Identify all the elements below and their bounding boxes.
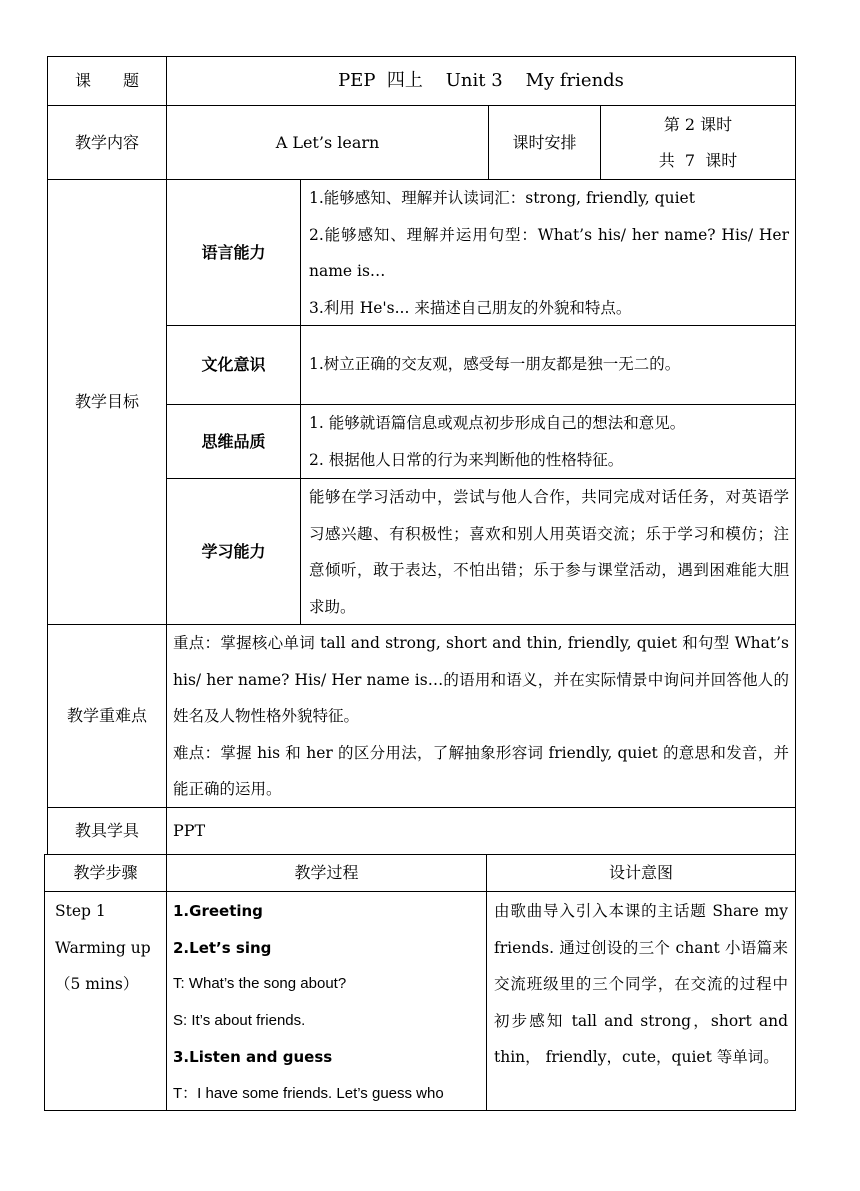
process-line: 1.Greeting <box>173 902 263 920</box>
objective-line: 能够在学习活动中，尝试与他人合作，共同完成对话任务，对英语学习感兴趣、有积极性；喜欢和别人用英语交流；乐于学习和模仿；注意倾听，敢于表达，不怕出错；乐于参与课堂活动，遇到困难能大胆求助。 <box>309 488 789 616</box>
rule <box>795 854 796 1111</box>
schedule-value <box>601 106 795 179</box>
objective-line: 2.能够感知、理解并运用句型：What’s his/ her name? His/ Her name is… <box>309 225 789 280</box>
objective-learning-text <box>309 479 789 625</box>
objective-name-culture: 文化意识 <box>201 355 266 375</box>
rule <box>166 854 167 1111</box>
objective-language-text <box>309 180 789 326</box>
topic-value: PEP 四上 Unit 3 My friends <box>338 70 624 92</box>
process-line: 2.Let’s sing <box>173 938 272 957</box>
step-title: Warming up <box>55 938 151 957</box>
process-line: T: What’s the song about? <box>173 975 347 992</box>
objective-thinking-text <box>309 405 789 478</box>
key-points-focus: 重点：掌握核心单词 tall and strong, short and thin, friendly, quiet 和句型 What’s his/ her name? His/ Her name is…的语用和语义，并在实际情景中询问并回答他人的姓名及人物性格外貌特征。 <box>173 634 789 725</box>
process-line: 3.Listen and guess <box>173 1048 333 1066</box>
steps-header-intent: 设计意图 <box>608 863 673 883</box>
content-value: A Let’s learn <box>275 132 380 152</box>
intent-text: 由歌曲导入引入本课的主话题 Share my friends. 通过创设的三个 chant 小语篇来交流班级里的三个同学，在交流的过程中初步感知 tall and strong，short and thin， friendly，cute，quiet 等单词。 <box>494 902 788 1066</box>
schedule-label: 课时安排 <box>512 132 577 152</box>
step-1-intent <box>494 893 788 1076</box>
objective-name-learning: 学习能力 <box>201 541 266 561</box>
rule <box>300 179 301 624</box>
key-points-label: 教学重难点 <box>66 706 147 726</box>
content-label: 教学内容 <box>74 132 139 152</box>
process-line: S: It’s about friends. <box>173 1011 306 1029</box>
objective-name-thinking: 思维品质 <box>201 431 266 451</box>
step-duration: （5 mins） <box>55 975 139 993</box>
step-name: Step 1 <box>55 902 106 920</box>
tools-label: 教具学具 <box>74 821 139 841</box>
step-1-label <box>45 893 166 1003</box>
process-line: T：I have some friends. Let’s guess who <box>173 1084 444 1102</box>
objective-name-language: 语言能力 <box>201 242 266 262</box>
objectives-label: 教学目标 <box>74 392 139 412</box>
key-points-difficulty: 难点：掌握 his 和 her 的区分用法，了解抽象形容词 friendly, quiet 的意思和发音，并能正确的运用。 <box>173 743 789 798</box>
step-1-process <box>173 893 483 1112</box>
objective-line: 1.能够感知、理解并认读词汇：strong, friendly, quiet <box>309 189 695 207</box>
schedule-line-2: 共 7 课时 <box>658 150 738 170</box>
objective-line: 3.利用 He's... 来描述自己朋友的外貌和特点。 <box>309 298 632 317</box>
tools-value: PPT <box>173 821 206 841</box>
objective-line: 2. 根据他人日常的行为来判断他的性格特征。 <box>309 450 624 469</box>
topic-label: 课 题 <box>74 71 139 91</box>
key-points-text <box>173 625 789 808</box>
rule <box>44 891 795 892</box>
rule <box>486 854 487 1111</box>
objective-line: 1. 能够就语篇信息或观点初步形成自己的想法和意见。 <box>309 414 686 432</box>
objective-line: 1.树立正确的交友观，感受每一朋友都是独一无二的。 <box>309 355 681 373</box>
objective-culture-text <box>309 346 789 383</box>
steps-header-step: 教学步骤 <box>73 863 138 883</box>
schedule-line-1: 第 2 课时 <box>663 114 733 134</box>
rule <box>795 56 796 854</box>
steps-header-process: 教学过程 <box>294 863 359 883</box>
